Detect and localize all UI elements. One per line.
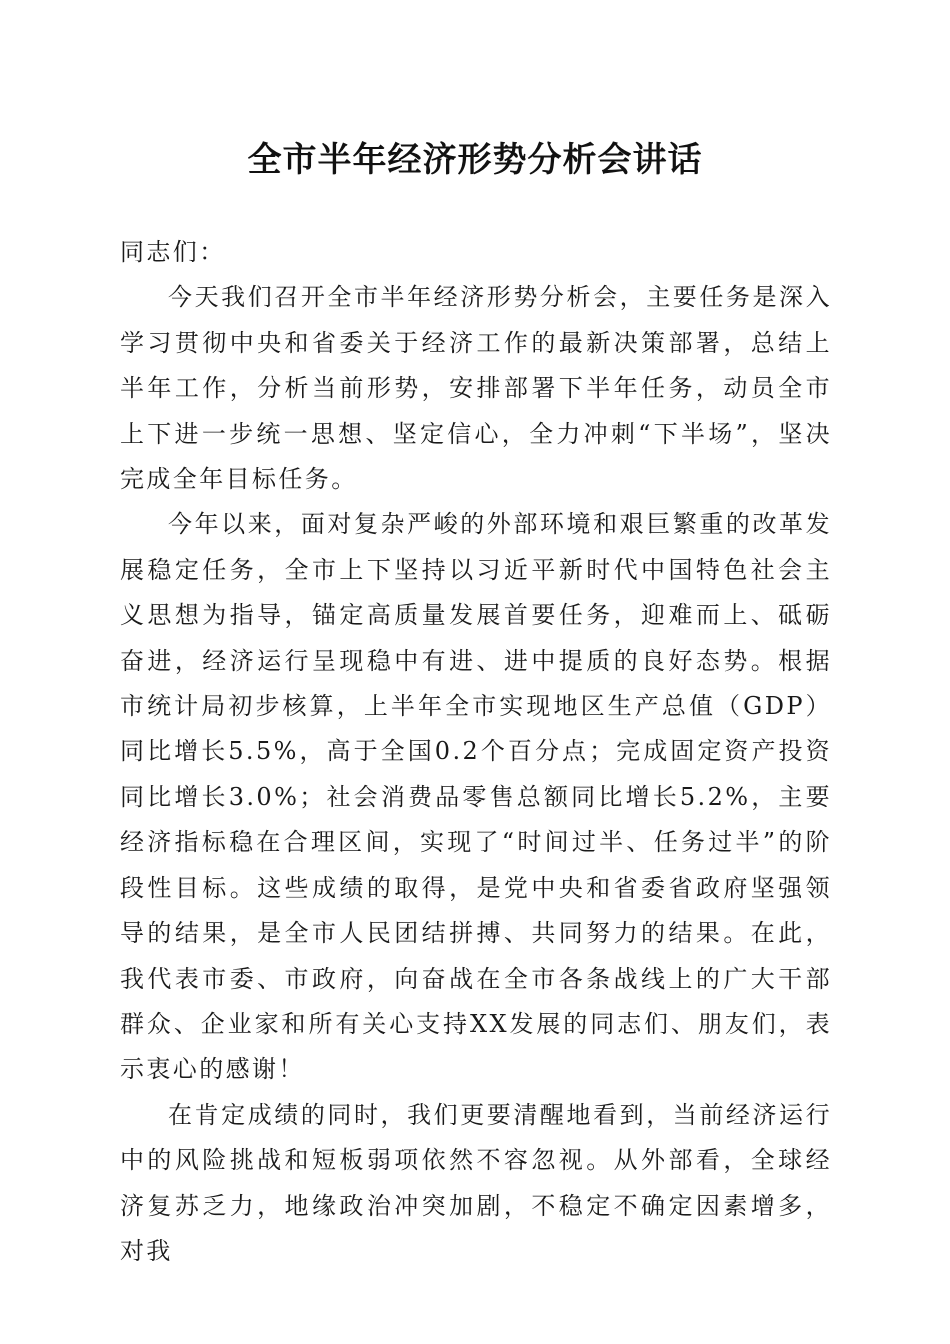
paragraph-opening: 今天我们召开全市半年经济形势分析会，主要任务是深入学习贯彻中央和省委关于经济工作的最新决策部署，总结上半年工作，分析当前形势，安排部署下半年任务，动员全市上下进一步统一思想、坚定信心，全力冲刺“下半场”，坚决完成全年目标任务。 bbox=[120, 283, 832, 494]
document-title: 全市半年经济形势分析会讲话 bbox=[247, 140, 703, 180]
document-body bbox=[120, 230, 832, 1274]
salutation: 同志们： bbox=[120, 238, 226, 266]
paragraph-achievements: 今年以来，面对复杂严峻的外部环境和艰巨繁重的改革发展稳定任务，全市上下坚持以习近平新时代中国特色社会主义思想为指导，锚定高质量发展首要任务，迎难而上、砥砺奋进，经济运行呈现稳中有进、进中提质的良好态势。根据市统计局初步核算，上半年全市实现地区生产总值（GDP）同比增长5.5%，高于全国0.2个百分点；完成固定资产投资同比增长3.0%；社会消费品零售总额同比增长5.2%，主要经济指标稳在合理区间，实现了“时间过半、任务过半”的阶段性目标。这些成绩的取得，是党中央和省委省政府坚强领导的结果，是全市人民团结拼搏、共同努力的结果。在此，我代表市委、市政府，向奋战在全市各条战线上的广大干部群众、企业家和所有关心支持XX发展的同志们、朋友们，表示衷心的感谢！ bbox=[120, 510, 832, 1084]
paragraph-challenges: 在肯定成绩的同时，我们更要清醒地看到，当前经济运行中的风险挑战和短板弱项依然不容忽视。从外部看，全球经济复苏乏力，地缘政治冲突加剧，不稳定不确定因素增多，对我 bbox=[120, 1100, 832, 1265]
